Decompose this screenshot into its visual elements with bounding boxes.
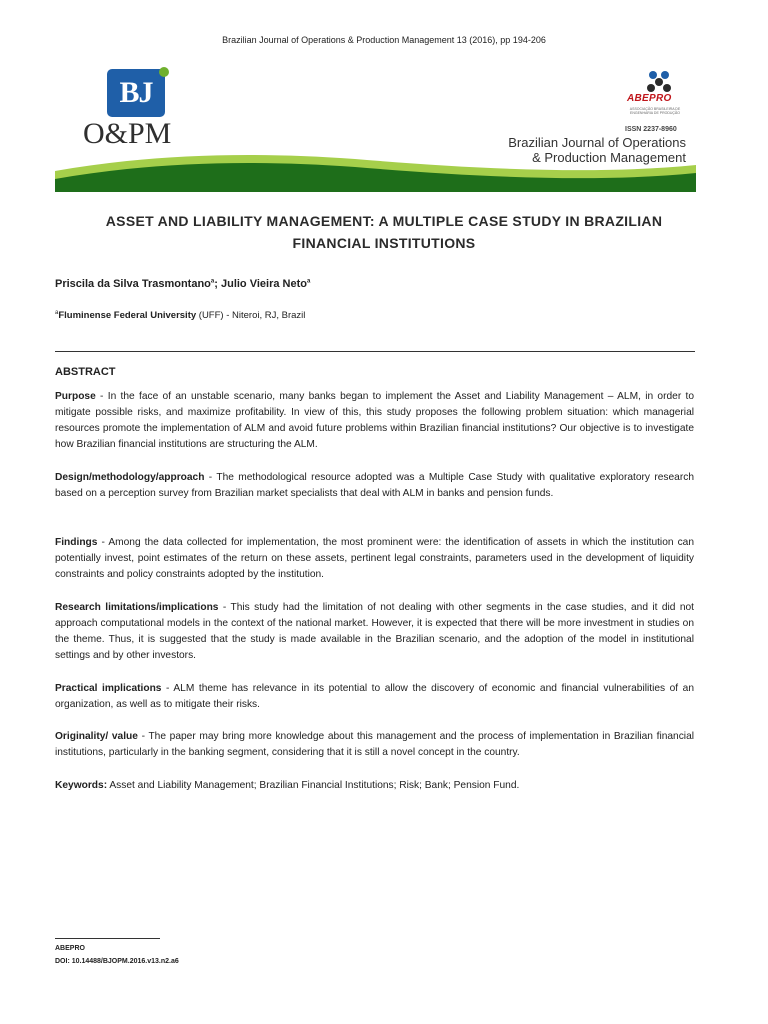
- journal-name-line1: Brazilian Journal of Operations: [508, 135, 686, 150]
- design-label: Design/methodology/approach: [55, 472, 205, 483]
- limitations-text: - This study had the limitation of not dealing with other segments in the case studies, and it did not approach computational models in the context of the national market. However, it is expected that there will be more investment in studies on the theme. Thus, it is suggested that the study is made available in the Brazilian scenario, and the adoption of the model in institutional settings and by other investors.: [55, 602, 694, 661]
- abepro-subtitle: ASSOCIAÇÃO BRASILEIRA DE ENGENHARIA DE PRODUÇÃO: [629, 107, 681, 115]
- bj-logo: [107, 69, 165, 117]
- abepro-emblem-icon: [639, 69, 679, 95]
- author-separator: ;: [214, 278, 221, 290]
- footnote-divider: [55, 938, 160, 939]
- journal-banner: [55, 55, 696, 192]
- abstract-originality: [55, 729, 694, 761]
- authors: [55, 278, 310, 290]
- running-head: Brazilian Journal of Operations & Production Management 13 (2016), pp 194-206: [222, 35, 546, 45]
- purpose-text: - In the face of an unstable scenario, many banks began to implement the Asset and Liability Management – ALM, in order to mitigate possible risks, and maximize profitability. In view of this, this study proposes the following problem situation: which managerial resources promote the implementation of ALM and avoid future problems within Brazilian financial institutions? Our objective is to investigate how Brazilian financial institutions are structuring the ALM.: [55, 391, 694, 450]
- affiliation-institution: Fluminense Federal University: [58, 310, 197, 322]
- practical-text: - ALM theme has relevance in its potential to allow the discovery of economic and financial vulnerabilities of an organization, as well as to mitigate their risks.: [55, 683, 694, 710]
- affiliation: [55, 310, 305, 321]
- journal-name-line2: & Production Management: [532, 150, 686, 165]
- author-1-affil-mark: a: [210, 278, 215, 285]
- footer-publisher: ABEPRO: [55, 945, 85, 952]
- abstract-heading: ABSTRACT: [55, 366, 116, 378]
- author-2: Julio Vieira Neto: [220, 278, 307, 290]
- paper-title-line1: ASSET AND LIABILITY MANAGEMENT: A MULTIPLE CASE STUDY IN BRAZILIAN: [105, 213, 663, 229]
- abepro-name: ABEPRO: [627, 93, 672, 104]
- paper-title-line2: FINANCIAL INSTITUTIONS: [292, 235, 476, 251]
- author-1: Priscila da Silva Trasmontano: [55, 278, 211, 290]
- bj-logo-text: BJ: [119, 76, 153, 109]
- abstract-practical: [55, 681, 694, 713]
- originality-label: Originality/ value: [55, 731, 138, 742]
- abstract-keywords: [55, 778, 694, 794]
- affiliation-location: (UFF) - Niteroi, RJ, Brazil: [196, 310, 306, 322]
- keywords-text: Asset and Liability Management; Brazilian Financial Institutions; Risk; Bank; Pension Fund.: [107, 780, 520, 791]
- paper-title: [60, 210, 708, 254]
- journal-name: [426, 135, 686, 165]
- logo-accent-dot: [159, 67, 169, 77]
- issn: ISSN 2237-8960: [625, 126, 677, 133]
- keywords-label: Keywords:: [55, 780, 108, 791]
- findings-text: - Among the data collected for implementation, the most prominent were: the identification of assets in which the institution can potentially invest, point estimates of the return on these assets, pertinent legal constraints, parameters used in the development of liquidity constraints and policy constraints adopted by the institution.: [55, 537, 694, 580]
- author-2-affil-mark: a: [306, 278, 311, 285]
- opm-logo-text: O&PM: [83, 117, 172, 150]
- section-divider: [55, 351, 695, 352]
- abstract-purpose: [55, 389, 694, 453]
- abstract-findings: [55, 535, 694, 583]
- practical-label: Practical implications: [55, 683, 162, 694]
- affiliation-mark: a: [55, 310, 59, 316]
- limitations-label: Research limitations/implications: [55, 602, 219, 613]
- design-text: - The methodological resource adopted was a Multiple Case Study with qualitative exploratory research based on a perception survey from Brazilian market specialists that deal with ALM in banks and pension funds.: [55, 472, 694, 499]
- abstract-limitations: [55, 600, 694, 664]
- findings-label: Findings: [55, 537, 98, 548]
- purpose-label: Purpose: [55, 391, 96, 402]
- originality-text: - The paper may bring more knowledge about this management and the process of implementation in Brazilian financial institutions, particularly in the banking segment, considering that it is still a novel concept in the country.: [55, 731, 694, 758]
- footer-doi: DOI: 10.14488/BJOPM.2016.v13.n2.a6: [55, 958, 179, 965]
- abstract-design: [55, 470, 694, 502]
